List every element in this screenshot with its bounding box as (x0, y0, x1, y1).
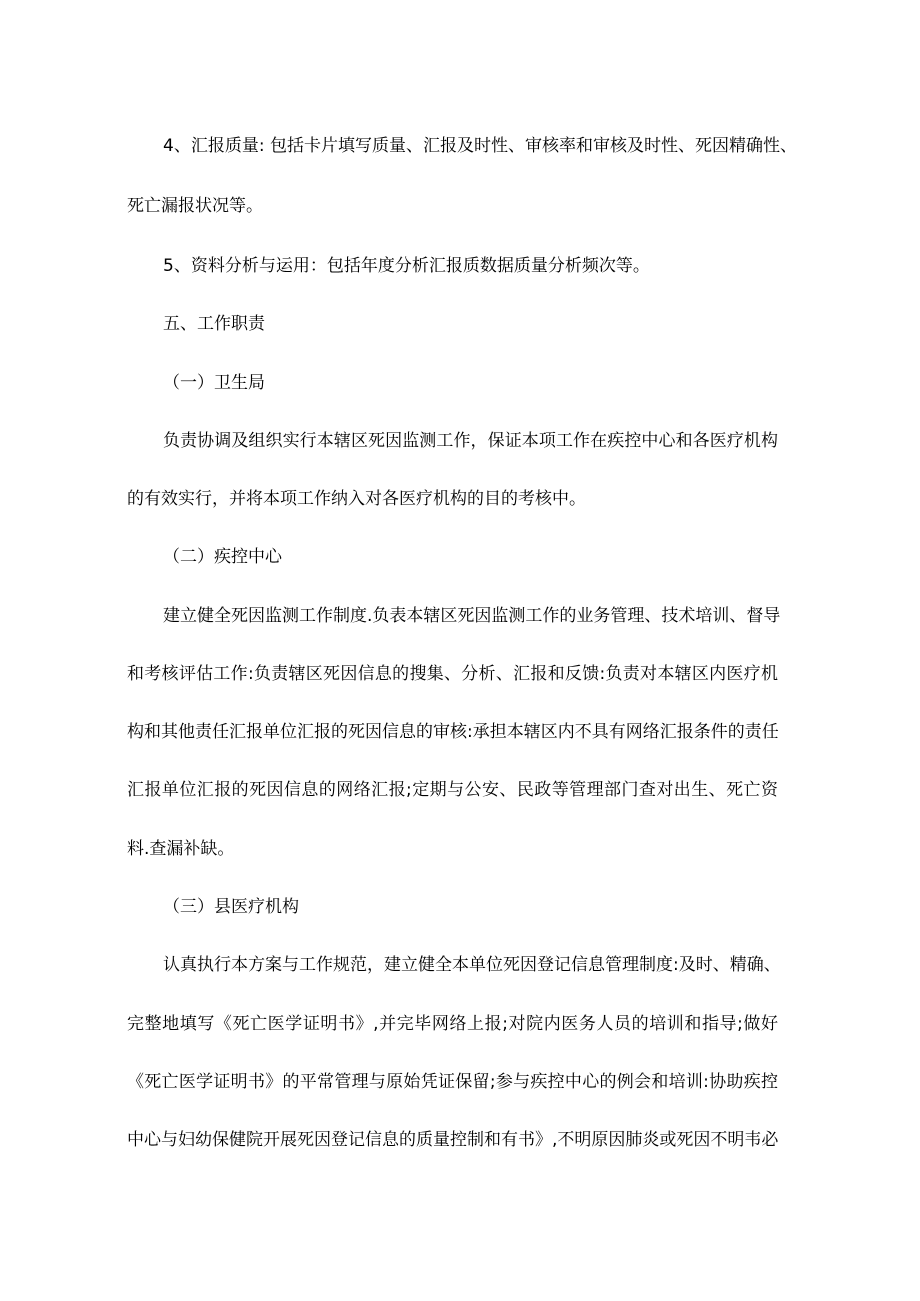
paragraph-line: 完整地填写《死亡医学证明书》,并完毕网络上报;对院内医务人员的培训和指导;做好 (127, 1014, 778, 1034)
paragraph-line: 《死亡医学证明书》的平常管理与原始凭证保留;参与疾控中心的例会和培训:协助疾控 (127, 1072, 778, 1092)
paragraph-line: 建立健全死因监测工作制度.负表本辖区死因监测工作的业务管理、技术培训、督导 (163, 606, 781, 626)
paragraph-line: 死亡漏报状况等。 (127, 196, 263, 216)
subsection-heading: （一）卫生局 (163, 373, 265, 393)
paragraph-line: 负责协调及组织实行本辖区死因监测工作，保证本项工作在疾控中心和各医疗机构 (163, 431, 778, 451)
paragraph-line: 汇报单位汇报的死因信息的网络汇报;定期与公安、民政等管理部门查对出生、死亡资 (127, 780, 778, 800)
paragraph-line: 和考核评估工作:负责辖区死因信息的搜集、分析、汇报和反馈:负责对本辖区内医疗机 (127, 664, 778, 684)
subsection-heading: （三）县医疗机构 (163, 897, 299, 917)
paragraph-line: 5、资料分析与运用：包括年度分析汇报质数据质量分析频次等。 (163, 256, 650, 276)
paragraph-line: 认真执行本方案与工作规范，建立健全本单位死因登记信息管理制度:及时、精确、 (163, 955, 781, 975)
section-heading: 五、工作职责 (163, 314, 265, 334)
paragraph-line: 的有效实行，并将本项工作纳入对各医疗机构的目的考核中。 (127, 489, 586, 509)
paragraph-line: 中心与妇幼保健院开展死因登记信息的质量控制和有书》,不明原因肺炎或死因不明韦必 (127, 1130, 779, 1150)
subsection-heading: （二）疾控中心 (163, 547, 282, 567)
paragraph-line: 料.查漏补缺。 (127, 839, 235, 859)
paragraph-line: 构和其他责任汇报单位汇报的死因信息的审核:承担本辖区内不具有网络汇报条件的责任 (127, 722, 779, 742)
paragraph-line: 4、汇报质量: 包括卡片填写质量、汇报及时性、审核率和审核及时性、死因精确性、 (163, 136, 797, 156)
